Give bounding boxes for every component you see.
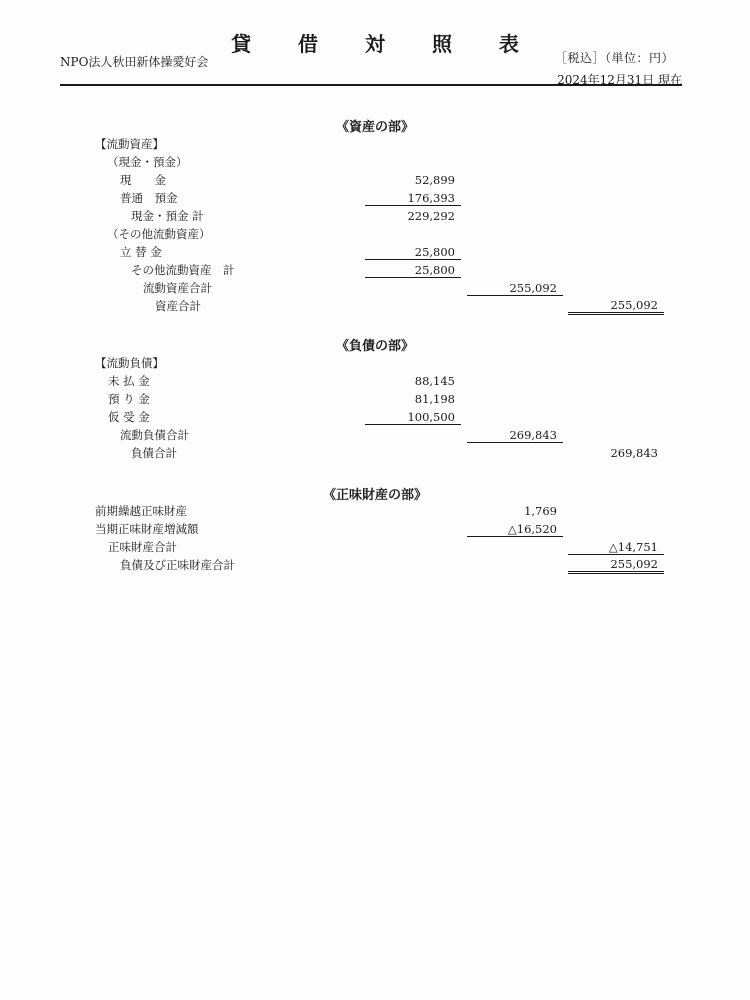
cash-deposit-header: （現金・預金）	[107, 155, 188, 169]
accrued-value: 88,145	[414, 374, 455, 388]
advance-label: 立 替 金	[120, 245, 162, 259]
ordinary-deposit-label: 普通 預金	[120, 191, 178, 205]
prior-net-assets-label: 前期繰越正味財産	[95, 504, 187, 518]
tax-unit-note: ［税込］（単位：円）	[554, 51, 674, 65]
suspense-received-label: 仮 受 金	[108, 410, 150, 424]
cash-total-label: 現金・預金 計	[131, 209, 204, 223]
current-assets-total-value: 255,092	[467, 281, 563, 296]
other-current-header: （その他流動資産）	[107, 227, 211, 241]
ordinary-deposit-value: 176,393	[365, 191, 461, 206]
current-assets-header: 【流動資産】	[95, 137, 164, 151]
advance-value: 25,800	[365, 245, 461, 260]
net-assets-section-title: 《正味財産の部》	[322, 488, 427, 503]
net-assets-change-label: 当期正味財産増減額	[95, 522, 199, 536]
liabilities-total-label: 負債合計	[131, 446, 177, 460]
other-current-total-label: その他流動資産 計	[131, 263, 235, 277]
net-assets-total-value: △14,751	[568, 540, 664, 555]
liabilities-net-assets-total-value: 255,092	[568, 557, 664, 574]
current-liabilities-total-label: 流動負債合計	[120, 428, 189, 442]
assets-total-label: 資産合計	[155, 299, 201, 313]
net-assets-change-value: △16,520	[467, 522, 563, 537]
accrued-label: 未 払 金	[108, 374, 150, 388]
assets-section-title: 《資産の部》	[335, 120, 414, 135]
cash-total-value: 229,292	[407, 209, 455, 223]
prior-net-assets-value: 1,769	[524, 504, 557, 518]
cash-label: 現 金	[120, 173, 166, 187]
cash-value: 52,899	[414, 173, 455, 187]
liabilities-total-value: 269,843	[610, 446, 658, 460]
suspense-received-value: 100,500	[365, 410, 461, 425]
liabilities-net-assets-total-label: 負債及び正味財産合計	[120, 558, 235, 572]
liabilities-section-title: 《負債の部》	[335, 339, 414, 354]
deposits-received-value: 81,198	[414, 392, 455, 406]
net-assets-total-label: 正味財産合計	[108, 540, 177, 554]
current-liabilities-header: 【流動負債】	[95, 356, 164, 370]
deposits-received-label: 預 り 金	[108, 392, 150, 406]
organization-name: NPO法人秋田新体操愛好会	[60, 55, 209, 69]
header-rule	[60, 84, 682, 86]
assets-total-value: 255,092	[568, 298, 664, 315]
document-title: 貸 借 対 照 表	[231, 32, 539, 56]
as-of-date: 2024年12月31日 現在	[557, 73, 682, 87]
current-assets-total-label: 流動資産合計	[143, 281, 212, 295]
current-liabilities-total-value: 269,843	[467, 428, 563, 443]
other-current-total-value: 25,800	[365, 263, 461, 278]
